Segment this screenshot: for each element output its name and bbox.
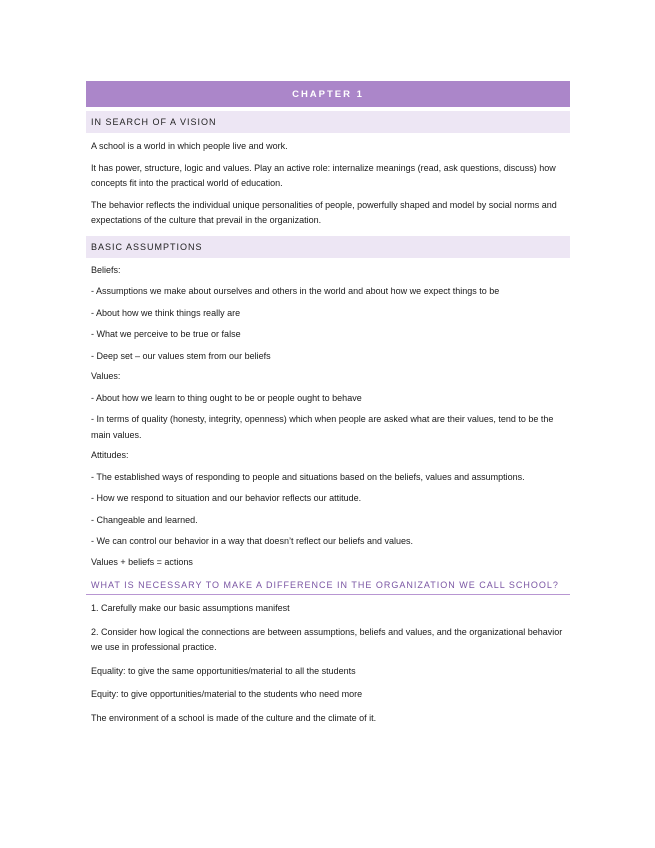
list-item: 1. Carefully make our basic assumptions manifest: [91, 603, 290, 613]
section-heading-difference: [86, 580, 570, 595]
beliefs-label: Beliefs:: [91, 264, 121, 275]
document-page: [86, 81, 570, 726]
attitudes-label: Attitudes:: [91, 450, 129, 460]
chapter-header: [86, 81, 570, 107]
list-item: - About how we think things really are: [91, 307, 241, 318]
list-item: - Deep set – our values stem from our beliefs: [91, 350, 271, 361]
paragraph: The environment of a school is made of the culture and the climate of it.: [91, 712, 377, 723]
list-item: 2. Consider how logical the connections are between assumptions, beliefs and values, and the organizational behavior we use in professional practice.: [91, 626, 563, 652]
section-heading-text: WHAT IS NECESSARY TO MAKE A DIFFERENCE IN THE ORGANIZATION WE CALL SCHOOL?: [91, 580, 559, 590]
section-heading-assumptions: [86, 236, 570, 258]
paragraph: A school is a world in which people live and work.: [91, 141, 288, 151]
paragraph: The behavior reflects the individual unique personalities of people, powerfully shaped and model by social norms and expectations of the culture that prevail in the organization.: [91, 199, 557, 225]
section-heading-text: BASIC ASSUMPTIONS: [91, 241, 203, 252]
list-item: - We can control our behavior in a way that doesn’t reflect our beliefs and values.: [91, 536, 414, 546]
section-heading-vision: [86, 111, 570, 133]
list-item: - In terms of quality (honesty, integrity, openness) which when people are asked what are their values, tend to be the main values.: [91, 414, 554, 440]
list-item: - How we respond to situation and our behavior reflects our attitude.: [91, 493, 362, 503]
chapter-title: CHAPTER 1: [292, 88, 364, 100]
list-item: - What we perceive to be true or false: [91, 329, 241, 339]
list-item: - About how we learn to thing ought to be or people ought to behave: [91, 392, 362, 403]
list-item: - Changeable and learned.: [91, 514, 198, 525]
formula-text: Values + beliefs = actions: [91, 556, 193, 567]
list-item: - The established ways of responding to people and situations based on the beliefs, values and assumptions.: [91, 471, 525, 482]
list-item: - Assumptions we make about ourselves and others in the world and about how we expect things to be: [91, 286, 500, 296]
paragraph: It has power, structure, logic and values. Play an active role: internalize meanings (read, ask questions, discuss) how concepts fit into the practical world of education.: [91, 162, 556, 188]
values-label: Values:: [91, 371, 121, 381]
definition-equity: Equity: to give opportunities/material to the students who need more: [91, 689, 363, 699]
section-heading-text: IN SEARCH OF A VISION: [91, 117, 217, 127]
definition-equality: Equality: to give the same opportunities/material to all the students: [91, 665, 356, 676]
